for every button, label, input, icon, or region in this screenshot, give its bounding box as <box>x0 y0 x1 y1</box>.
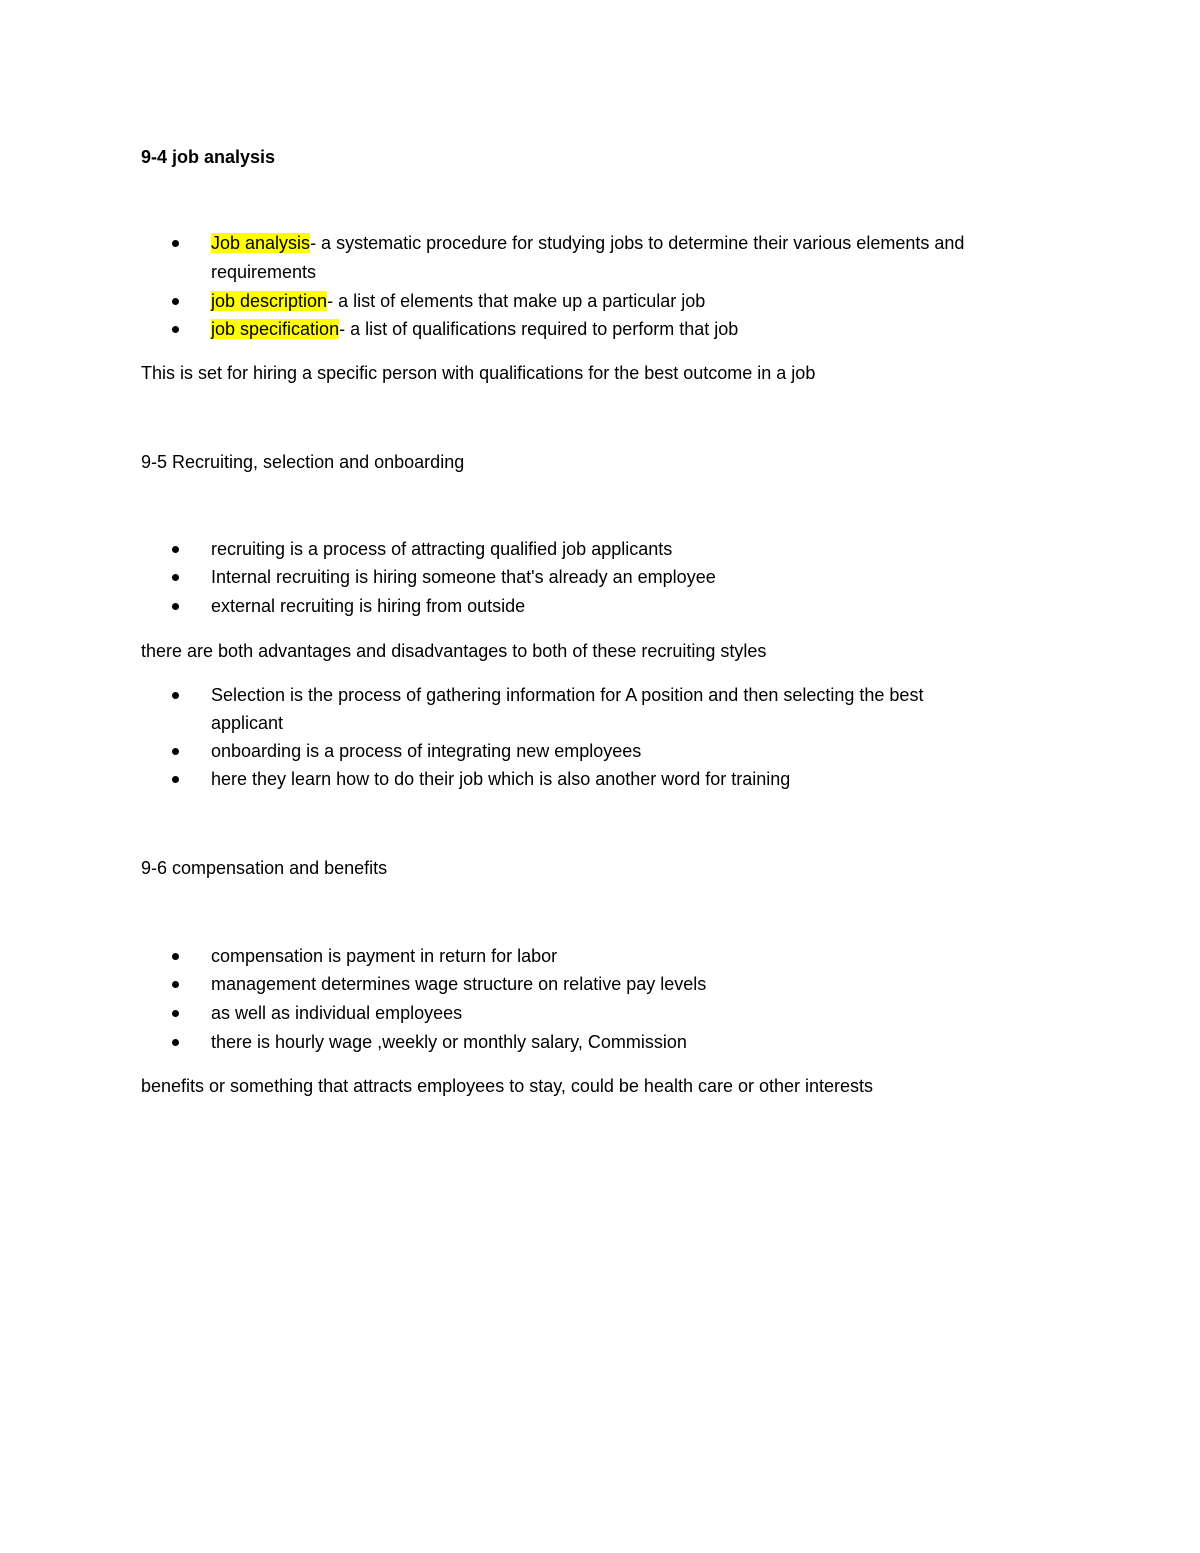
list-item-text: - a list of elements that make up a particular job <box>327 291 706 311</box>
bullet-icon <box>172 326 179 333</box>
bullet-icon <box>172 692 179 699</box>
section-heading-compensation: 9-6 compensation and benefits <box>141 858 388 878</box>
list-item-text: - a list of qualifications required to perform that job <box>339 319 739 339</box>
bullet-icon <box>172 546 179 553</box>
bullet-icon <box>172 240 179 247</box>
highlighted-term: job specification <box>211 319 340 339</box>
section-heading-recruiting: 9-5 Recruiting, selection and onboarding <box>141 452 465 472</box>
bullet-icon <box>172 953 179 960</box>
paragraph: there are both advantages and disadvantages to both of these recruiting styles <box>141 641 767 661</box>
highlighted-term: Job analysis <box>211 233 311 253</box>
bullet-icon <box>172 574 179 581</box>
highlighted-term: job description <box>211 291 328 311</box>
paragraph: benefits or something that attracts employees to stay, could be health care or other interests <box>141 1076 874 1096</box>
bullet-icon <box>172 981 179 988</box>
bullet-icon <box>172 1039 179 1046</box>
bullet-icon <box>172 776 179 783</box>
section-heading-job-analysis: 9-4 job analysis <box>141 147 276 167</box>
list-item-text: - a systematic procedure for studying jobs to determine their various elements and <box>310 233 965 253</box>
bullet-icon <box>172 298 179 305</box>
document-page: 9-4 job analysis Job analysis- a systematic procedure for studying jobs to determine their various elements and requirements job description- a list of elements that make up a particular job job specification- a list of qualifications required to perform that job This is set for hiring a specific person with qualifications for the best outcome in a job 9-5 Recruiting, selection and onboarding recruiting is a process of attracting qualified job applicants Internal recruiting is hiring someone that's already an employee external recruiting is hiring from outside there are both advantages and disadvantages to both of these recruiting styles Selection is the process of gathering information for A position and then selecting the best applicant onboarding is a process of integrating new employees here they learn how to do their job which is also another word for training 9-6 compensation and benefits compensation is payment in return for labor management determines wage structure on relative pay levels as well as individual employees there is hourly wage ,weekly or monthly salary, Commission benefits or something that attracts employees to stay, could be health care or other interests <box>0 0 1200 1553</box>
paragraph: This is set for hiring a specific person with qualifications for the best outcome in a job <box>141 363 816 383</box>
bullet-icon <box>172 603 179 610</box>
bullet-icon <box>172 748 179 755</box>
bullet-icon <box>172 1010 179 1017</box>
